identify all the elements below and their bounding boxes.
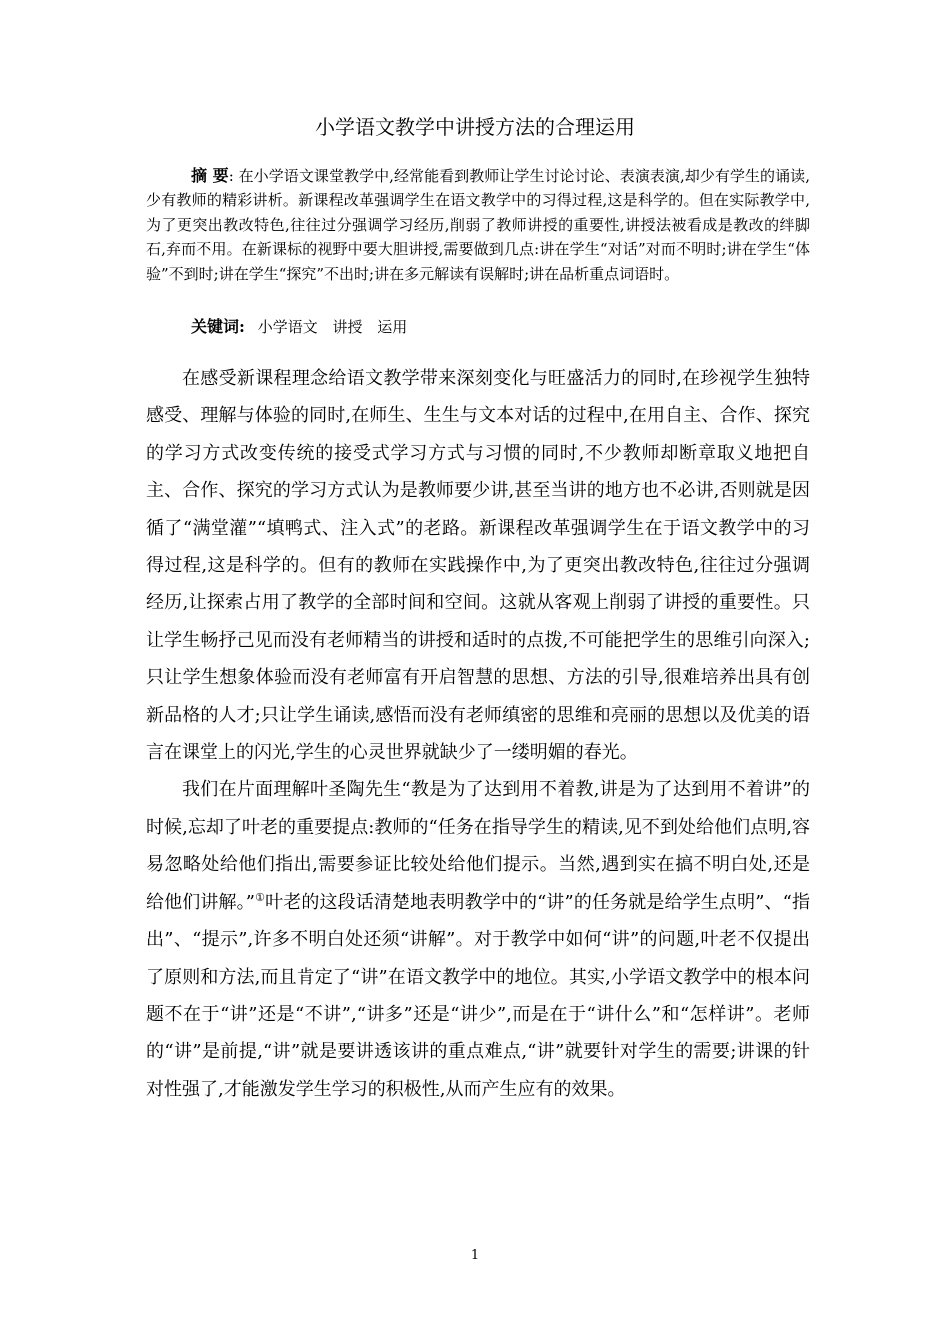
paragraph-text: 叶老的这段话清楚地表明教学中的“讲”的任务就是给学生点明”、“指出”、“提示”,许多不明白处还须“讲解”。对于教学中如何“讲”的问题,叶老不仅提出了原则和方法,而且肯定了“讲”在语文教学中的地位。其实,小学语文教学中的根本问题不在于“讲”还是“不讲”,“讲多”还是“讲少”,而是在于“讲什么”和“怎样讲”。老师的“讲”是前提,“讲”就是要讲透该讲的重点难点,“讲”就要针对学生的需要;讲课的针对性强了,才能激发学生学习的积极性,从而产生应有的效果。 <box>146 891 810 1100</box>
abstract-colon: : <box>228 167 234 185</box>
body-text <box>146 360 810 1108</box>
paragraph <box>146 771 810 1108</box>
paragraph: 在感受新课程理念给语文教学带来深刻变化与旺盛活力的同时,在珍视学生独特感受、理解与体验的同时,在师生、生生与文本对话的过程中,在用自主、合作、探究的学习方式改变传统的接受式学习方式与习惯的同时,不少教师却断章取义地把自主、合作、探究的学习方式认为是教师要少讲,甚至当讲的地方也不必讲,否则就是因循了“满堂灌”“填鸭式、注入式”的老路。新课程改革强调学生在于语文教学中的习得过程,这是科学的。但有的教师在实践操作中,为了更突出教改特色,往往过分强调经历,让探索占用了教学的全部时间和空间。这就从客观上削弱了讲授的重要性。只让学生畅抒己见而没有老师精当的讲授和适时的点拨,不可能把学生的思维引向深入;只让学生想象体验而没有老师富有开启智慧的思想、方法的引导,很难培养出具有创新品格的人才;只让学生诵读,感悟而没有老师缜密的思维和亮丽的思想以及优美的语言在课堂上的闪光,学生的心灵世界就缺少了一缕明媚的春光。 <box>146 368 810 764</box>
abstract-label: 摘 要 <box>191 166 229 185</box>
keyword: 小学语文 <box>257 318 318 336</box>
keywords-label: 关键词: <box>191 317 245 336</box>
keywords <box>191 316 417 338</box>
abstract-text: 在小学语文课堂教学中,经常能看到教师让学生讨论讨论、表演表演,却少有学生的诵读,少有教师的精彩讲析。新课程改革强调学生在语文教学中的习得过程,这是科学的。但在实际教学中,为了更突出教改特色,往往过分强调学习经历,削弱了教师讲授的重要性,讲授法被看成是教改的绊脚石,弃而不用。在新课标的视野中要大胆讲授,需要做到几点:讲在学生“对话”对而不明时;讲在学生“体验”不到时;讲在学生“探究”不出时;讲在多元解读有误解时;讲在品析重点词语时。 <box>146 167 810 283</box>
keyword: 讲授 <box>332 318 363 336</box>
footnote-marker: ① <box>255 890 266 904</box>
page-number: 1 <box>470 1248 480 1263</box>
document-title: 小学语文教学中讲授方法的合理运用 <box>315 115 635 139</box>
keyword: 运用 <box>377 318 408 336</box>
abstract <box>146 164 810 286</box>
paragraph-text: 我们在片面理解叶圣陶先生“教是为了达到用不着教,讲是为了达到用不着讲”的时候,忘却了叶老的重要提点:教师的“任务在指导学生的精读,见不到处给他们点明,容易忽略处给他们指出,需要参证比较处给他们提示。当然,遇到实在搞不明白处,还是给他们讲解。” <box>146 779 810 913</box>
